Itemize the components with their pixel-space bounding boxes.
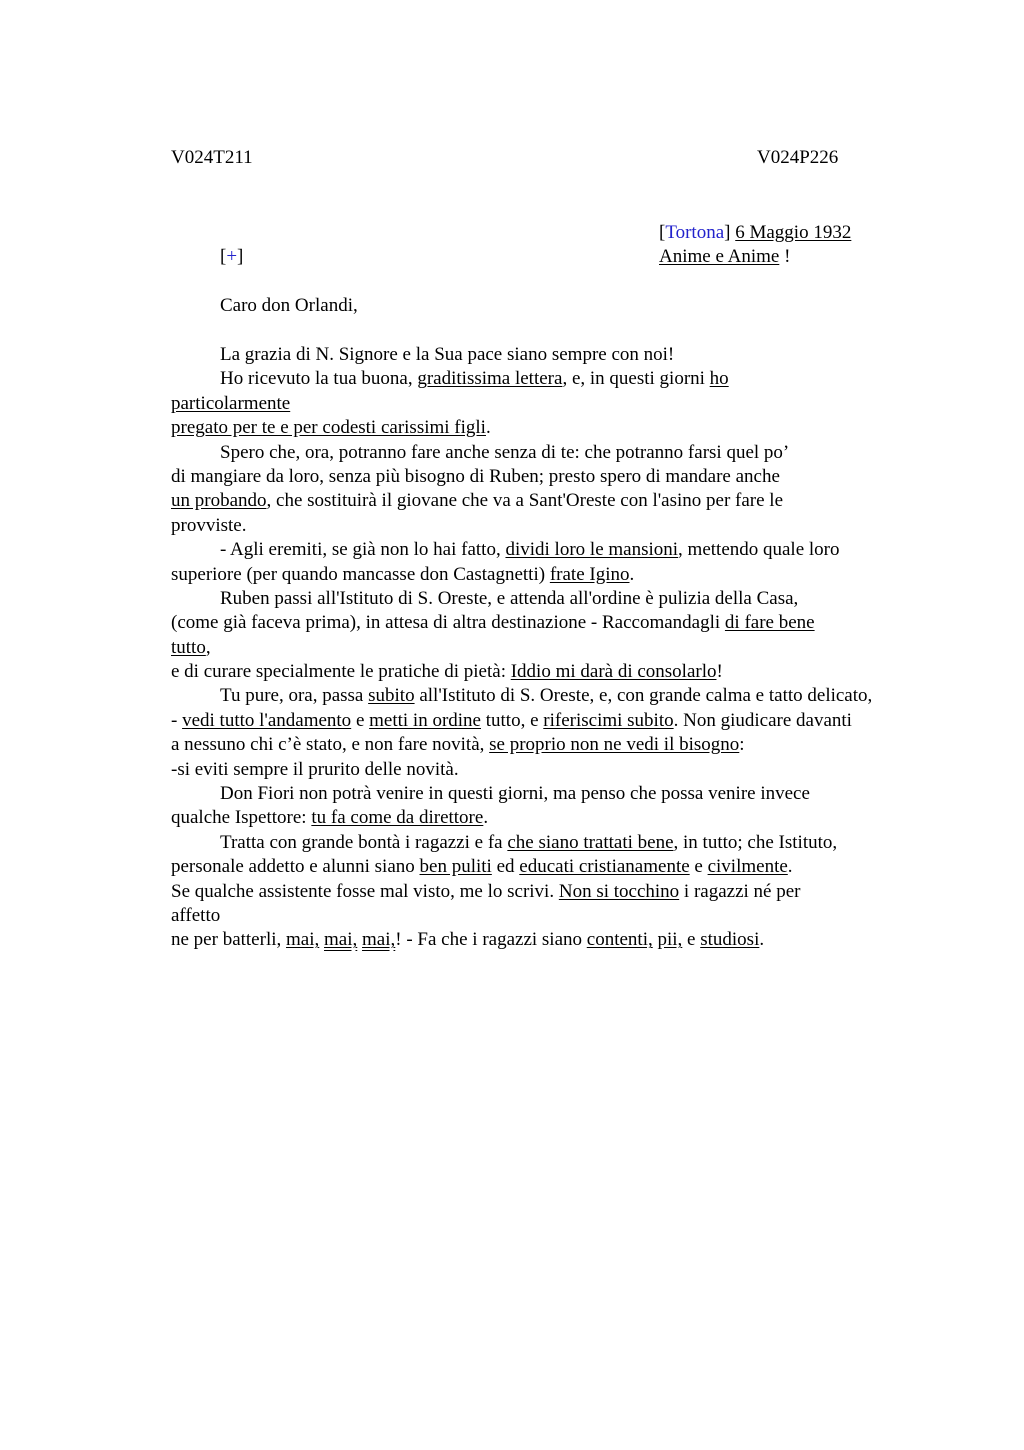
- letter-body: [171, 343, 951, 953]
- motto: Anime e Anime: [659, 246, 780, 267]
- date-line: [Tortona] 6 Maggio 1932: [659, 222, 852, 243]
- text-segment: - Agli eremiti, se già non lo hai fatto,: [220, 539, 506, 561]
- underlined-text: mai,: [362, 929, 396, 951]
- text-segment: , mettendo quale loro: [678, 539, 840, 561]
- letter-line: [171, 636, 951, 660]
- underlined-text: graditissima lettera: [417, 368, 563, 390]
- letter-line: [171, 587, 951, 611]
- text-segment: Don Fiori non potrà venire in questi giorni, ma penso che possa venire invece: [220, 783, 810, 805]
- text-segment: a nessuno chi c’è stato, e non fare novità,: [171, 734, 490, 756]
- letter-line: [171, 782, 951, 806]
- text-segment: . Non giudicare davanti: [673, 709, 852, 731]
- text-segment: , e, in questi giorni: [562, 368, 710, 390]
- letter-line: [171, 758, 951, 782]
- letter-line: [171, 538, 951, 562]
- text-segment: Se qualche assistente fosse mal visto, me lo scrivi.: [171, 880, 559, 902]
- text-segment: .: [483, 807, 489, 829]
- text-segment: La grazia di N. Signore e la Sua pace siano sempre con noi!: [220, 344, 675, 365]
- text-segment: provviste.: [171, 514, 247, 536]
- underlined-text: metti in ordine: [369, 709, 481, 731]
- text-segment: tutto, e: [481, 709, 544, 731]
- text-segment: e: [351, 709, 370, 731]
- underlined-text: contenti,: [586, 929, 653, 951]
- underlined-text: studiosi: [700, 929, 760, 951]
- text-segment: .: [629, 563, 635, 585]
- text-segment: di mangiare da loro, senza più bisogno di Ruben; presto spero di mandare anche: [171, 465, 780, 487]
- greeting: Caro don Orlandi,: [220, 295, 358, 316]
- underlined-text: frate Igino: [549, 563, 630, 585]
- letter-line: [171, 489, 951, 513]
- letter-line: [171, 563, 951, 587]
- text-segment: e di curare specialmente le pratiche di pietà:: [171, 661, 511, 683]
- letter-line: [171, 709, 951, 733]
- letter-line: [171, 660, 951, 684]
- letter-line: [171, 733, 951, 757]
- letter-line: [171, 392, 951, 416]
- underlined-text: di fare bene: [724, 612, 815, 634]
- underlined-text: vedi tutto l'andamento: [182, 709, 352, 731]
- expand-marker: [+]: [220, 246, 244, 267]
- letter-line: [171, 684, 951, 708]
- underlined-text: ben puliti: [419, 856, 492, 878]
- text-segment: .: [787, 856, 793, 878]
- underlined-text: mai,: [286, 929, 320, 951]
- text-segment: ! - Fa che i ragazzi siano: [395, 929, 587, 951]
- text-segment: !: [716, 661, 723, 683]
- underlined-text: dividi loro le mansioni: [505, 539, 679, 561]
- letter-line: [171, 514, 951, 538]
- text-segment: Tratta con grande bontà i ragazzi e fa: [220, 831, 508, 853]
- text-segment: , che sostituirà il giovane che va a Sant'Oreste con l'asino per fare le: [266, 490, 784, 512]
- letter-date: 6 Maggio 1932: [735, 222, 852, 243]
- motto-end: !: [779, 246, 791, 267]
- text-segment: , in tutto; che Istituto,: [673, 831, 838, 853]
- text-segment: personale addetto e alunni siano: [171, 856, 420, 878]
- underlined-text: tu fa come da direttore: [311, 807, 484, 829]
- text-segment: :: [739, 734, 745, 756]
- letter-line: [171, 831, 951, 855]
- text-segment: all'Istituto di S. Oreste, e, con grande calma e tatto delicato,: [414, 685, 873, 707]
- underlined-text: riferiscimi subito: [543, 709, 674, 731]
- text-segment: Ho ricevuto la tua buona,: [220, 368, 418, 390]
- text-segment: ed: [491, 856, 520, 878]
- document-code-left: V024T211: [171, 147, 253, 168]
- document-code-right: V024P226: [757, 147, 839, 168]
- letter-line: [171, 611, 951, 635]
- underlined-text: pregato per te e per codesti carissimi figli: [171, 417, 486, 439]
- letter-line: [171, 416, 951, 440]
- letter-line: [171, 441, 951, 465]
- text-segment: ,: [205, 636, 211, 658]
- text-segment: Tu pure, ora, passa: [220, 685, 369, 707]
- letter-line: [171, 806, 951, 830]
- text-segment: superiore (per quando mancasse don Castagnetti): [171, 563, 550, 585]
- text-segment: (come già faceva prima), in attesa di altra destinazione - Raccomandagli: [171, 612, 725, 634]
- letter-line: [171, 928, 951, 952]
- text-segment: .: [759, 929, 765, 951]
- text-segment: Spero che, ora, potranno fare anche senza di te: che potranno farsi quel po’: [220, 441, 790, 463]
- text-segment: e: [682, 929, 701, 951]
- underlined-text: subito: [368, 685, 415, 707]
- text-segment: .: [485, 417, 491, 439]
- text-segment: Ruben passi all'Istituto di S. Oreste, e attenda all'ordine è pulizia della Casa,: [220, 587, 799, 609]
- underlined-text: un probando: [171, 490, 267, 512]
- letter-line: [171, 465, 951, 489]
- underlined-text: che siano trattati bene: [507, 831, 674, 853]
- underlined-text: civilmente: [707, 856, 788, 878]
- letter-line: [171, 880, 951, 904]
- underlined-text: Iddio mi darà di consolarlo: [510, 661, 717, 683]
- letter-line: [171, 904, 951, 928]
- underlined-text: Non si tocchino: [558, 880, 680, 902]
- text-segment: affetto: [171, 904, 221, 926]
- text-segment: ne per batterli,: [171, 929, 287, 951]
- underlined-text: pii,: [657, 929, 683, 951]
- underlined-text: mai,: [324, 929, 358, 951]
- underlined-text: se proprio non ne vedi il bisogno: [489, 734, 740, 756]
- text-segment: i ragazzi né per: [679, 880, 801, 902]
- text-segment: -si eviti sempre il prurito delle novità.: [171, 758, 459, 780]
- underlined-text: tutto: [171, 636, 206, 658]
- letter-line: [171, 343, 951, 367]
- place-link[interactable]: Tortona: [665, 222, 725, 243]
- underlined-text: educati cristianamente: [519, 856, 690, 878]
- underlined-text: particolarmente: [171, 392, 291, 414]
- motto-line: [659, 245, 790, 269]
- expand-plus-link[interactable]: +: [226, 246, 238, 267]
- text-segment: e: [689, 856, 708, 878]
- letter-line: [171, 367, 951, 391]
- underlined-text: ho: [709, 368, 729, 390]
- text-segment: -: [171, 709, 183, 731]
- text-segment: qualche Ispettore:: [171, 807, 312, 829]
- letter-line: [171, 855, 951, 879]
